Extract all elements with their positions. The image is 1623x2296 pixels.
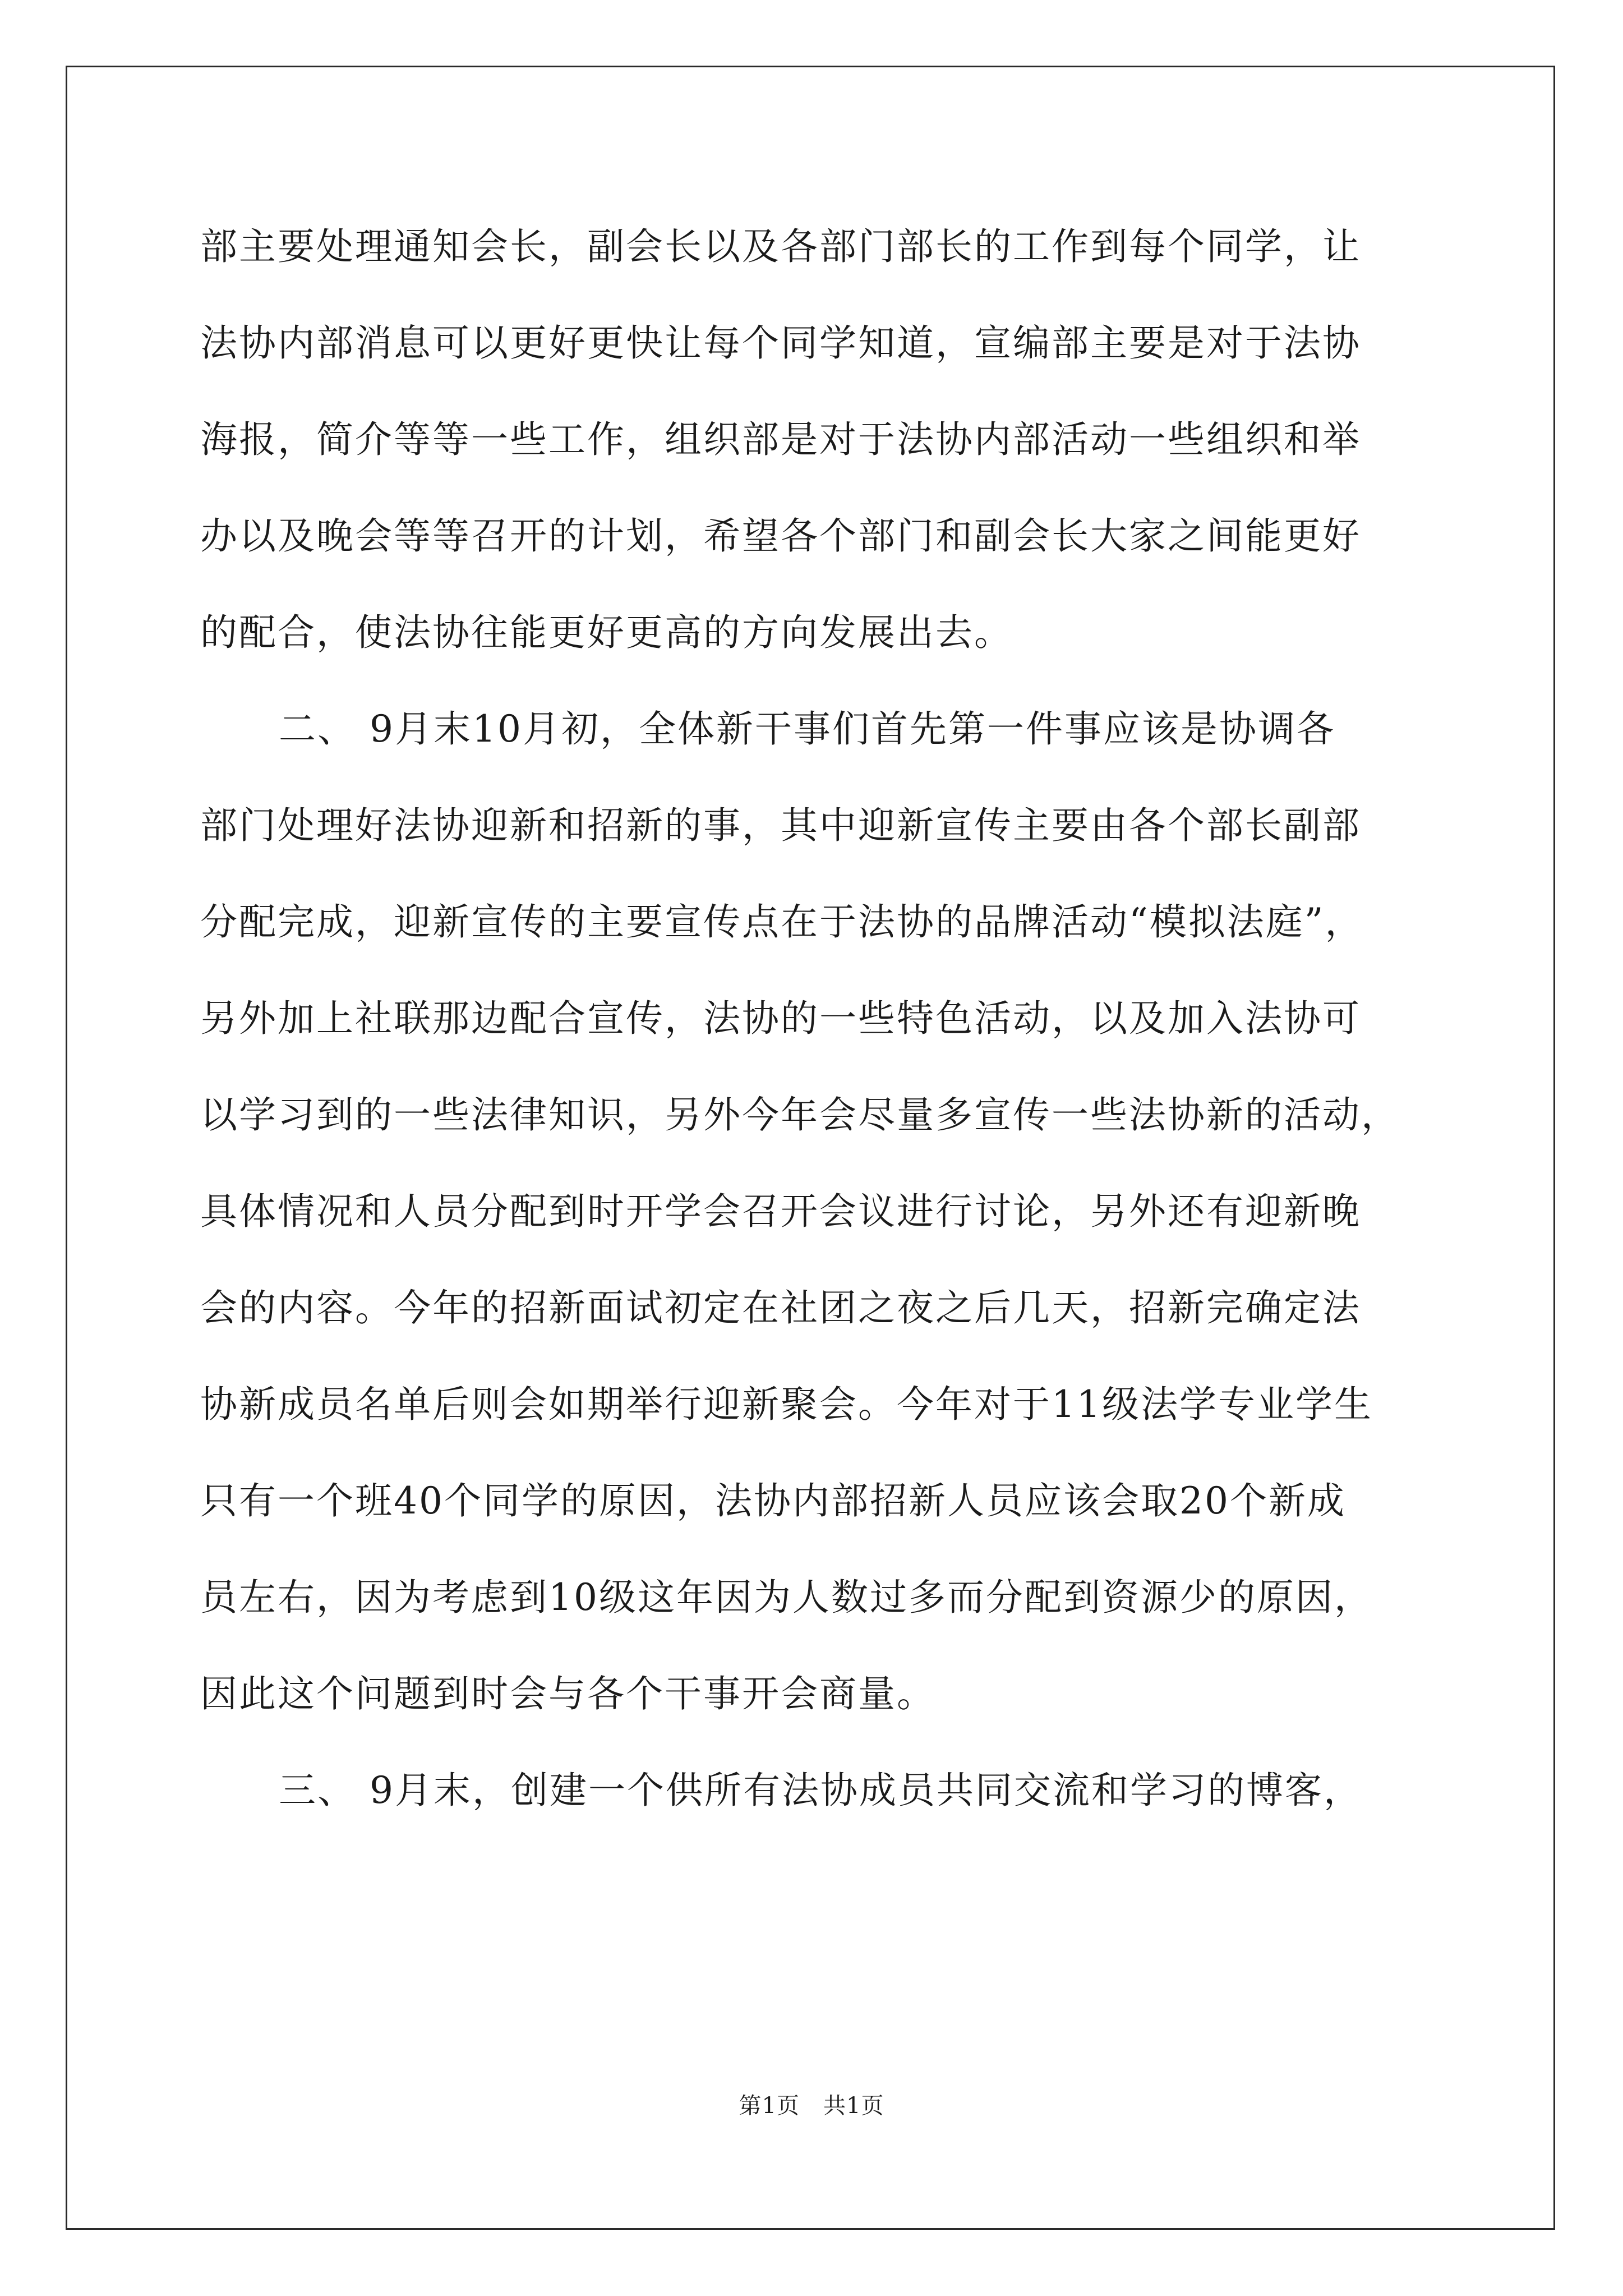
text-line: 部主要处理通知会长，副会长以及各部门部长的工作到每个同学，让 [200,225,1361,268]
page-footer [0,2091,1623,2120]
text-line: 因此这个问题到时会与各个干事开会商量。 [200,1672,935,1715]
text-line: 协新成员名单后则会如期举行迎新聚会。今年对于11级法学专业学生 [200,1383,1373,1426]
text-line: 的配合，使法协往能更好更高的方向发展出去。 [200,611,1013,654]
text-line: 部门处理好法协迎新和招新的事，其中迎新宣传主要由各个部长副部 [200,804,1361,847]
text-line: 海报，简介等等一些工作，组织部是对于法协内部活动一些组织和举 [200,418,1361,461]
text-line: 具体情况和人员分配到时开学会召开会议进行讨论，另外还有迎新晚 [200,1190,1361,1233]
text-line: 会的内容。今年的招新面试初定在社团之夜之后几天，招新完确定法 [200,1286,1361,1329]
text-line: 另外加上社联那边配合宣传，法协的一些特色活动，以及加入法协可 [200,997,1361,1040]
page-total: 共1页 [823,2093,884,2119]
text-line: 以学习到的一些法律知识，另外今年会尽量多宣传一些法协新的活动， [200,1093,1400,1137]
text-line: 三、 9月末，创建一个供所有法协成员共同交流和学习的博客， [279,1769,1362,1812]
text-line: 办以及晚会等等召开的计划，希望各个部门和副会长大家之间能更好 [200,514,1361,558]
text-line: 二、 9月末10月初，全体新干事们首先第一件事应该是协调各 [279,707,1335,751]
text-line: 员左右，因为考虑到10级这年因为人数过多而分配到资源少的原因， [200,1576,1373,1619]
page-number: 第1页 [739,2093,800,2119]
text-line: 法协内部消息可以更好更快让每个同学知道，宣编部主要是对于法协 [200,321,1361,365]
text-line: 只有一个班40个同学的原因，法协内部招新人员应该会取20个新成 [200,1479,1346,1522]
page-border [66,66,1555,2230]
text-line: 分配完成，迎新宣传的主要宣传点在于法协的品牌活动“模拟法庭”， [200,900,1364,944]
